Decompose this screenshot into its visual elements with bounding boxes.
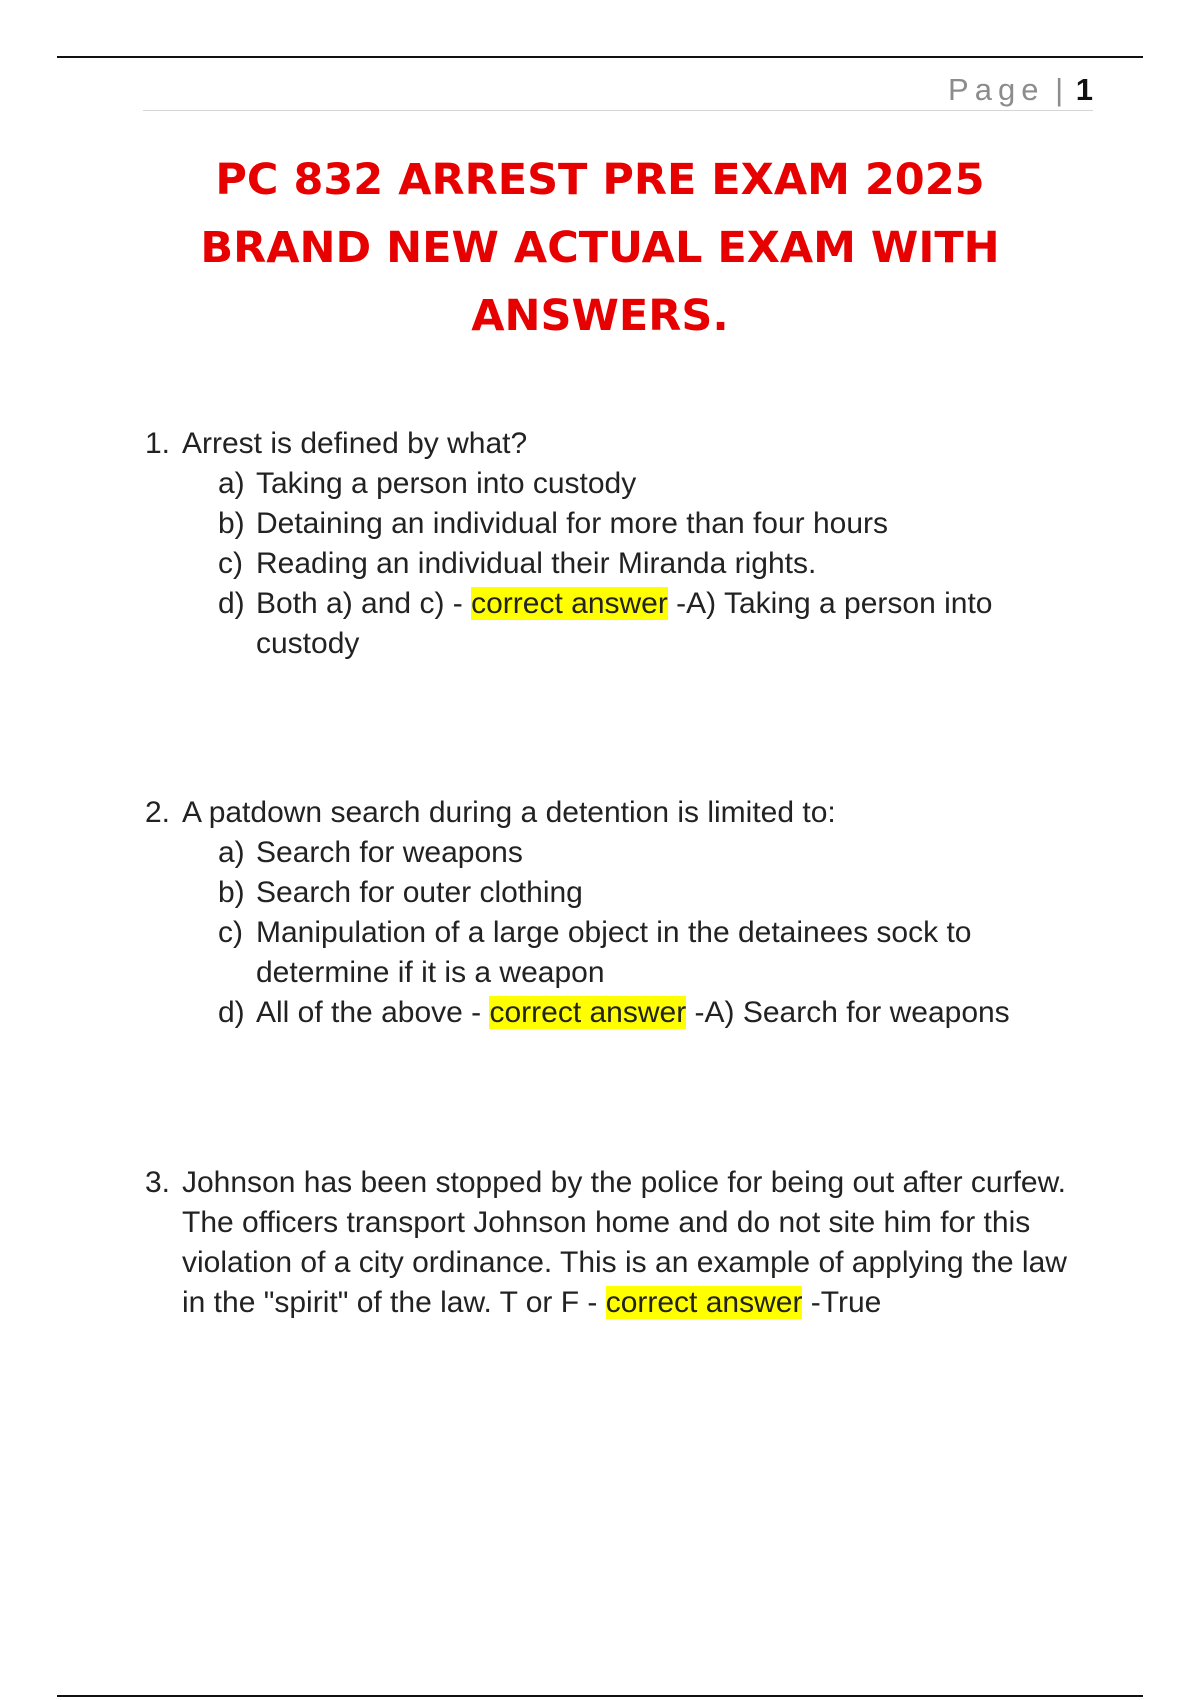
answer-options [145, 464, 1095, 664]
option-letter: b) [218, 507, 245, 540]
option-b [145, 873, 1095, 913]
top-rule [57, 56, 1143, 58]
question-number: 3. [145, 1166, 171, 1199]
correct-answer-highlight: correct answer [489, 996, 687, 1029]
title-line-2: BRAND NEW ACTUAL EXAM WITH [200, 223, 1000, 273]
correct-answer-highlight: correct answer [605, 1286, 803, 1319]
option-text: Search for weapons [256, 836, 523, 869]
question-body: Johnson has been stopped by the police for being out after curfew. The officers transport Johnson home and do not site him for this violation of a city ordinance. This is an example of applying the law in the "spirit" of the law. T or F - [182, 1166, 1067, 1319]
option-c [145, 913, 1095, 993]
answer-text: -A) Search for weapons [686, 996, 1010, 1029]
option-text: Manipulation of a large object in the detainees sock to determine if it is a weapon [256, 916, 972, 989]
title-line-1: PC 832 ARREST PRE EXAM 2025 [215, 155, 985, 205]
option-letter: a) [218, 467, 245, 500]
option-letter: c) [218, 916, 243, 949]
question-number: 2. [145, 796, 171, 829]
option-letter: a) [218, 836, 245, 869]
option-text [256, 584, 1095, 664]
option-text-before: Both a) and c) - [256, 587, 472, 620]
option-b [145, 504, 1095, 544]
option-letter: c) [218, 547, 243, 580]
option-a [145, 833, 1095, 873]
question-text [182, 1163, 1095, 1323]
option-text-before: All of the above - [256, 996, 490, 1029]
option-text: Search for outer clothing [256, 876, 583, 909]
page-label: Page [948, 72, 1045, 107]
title-line-3: ANSWERS. [471, 291, 729, 341]
question-text: A patdown search during a detention is limited to: [182, 796, 836, 829]
option-text: Reading an individual their Miranda rights. [256, 547, 817, 580]
question-2 [145, 793, 1095, 1033]
page-header [143, 72, 1093, 111]
answer-options [145, 833, 1095, 1033]
option-c [145, 544, 1095, 584]
question-number: 1. [145, 427, 171, 460]
option-text: Detaining an individual for more than four hours [256, 507, 889, 540]
option-letter: d) [218, 587, 245, 620]
question-1 [145, 424, 1095, 664]
question-text: Arrest is defined by what? [182, 427, 528, 460]
page-number: 1 [1075, 72, 1093, 107]
option-text [256, 993, 1095, 1033]
question-3 [145, 1163, 1095, 1323]
option-text: Taking a person into custody [256, 467, 637, 500]
correct-answer-highlight: correct answer [471, 587, 668, 620]
answer-text: -A) Taking a person into custody [256, 587, 993, 660]
answer-text: -True [802, 1286, 882, 1319]
option-d [145, 584, 1095, 664]
document-title [100, 146, 1100, 350]
option-letter: d) [218, 996, 245, 1029]
option-d [145, 993, 1095, 1033]
page-separator: | [1055, 72, 1064, 107]
bottom-rule [57, 1695, 1143, 1697]
option-letter: b) [218, 876, 245, 909]
option-a [145, 464, 1095, 504]
